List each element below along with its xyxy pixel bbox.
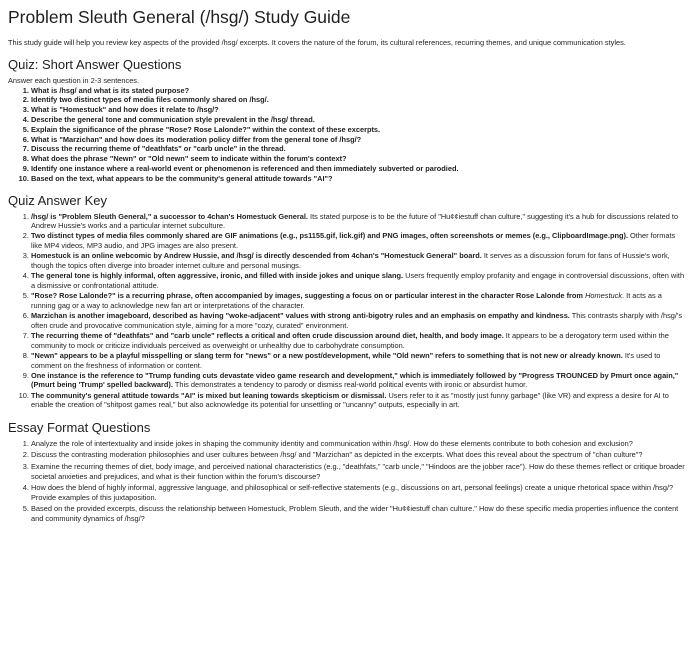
quiz-question-list <box>8 86 686 184</box>
answer-key-list <box>8 212 686 411</box>
answer-bold: "Newn" appears to be a playful misspelling or slang term for "news" or a new post/development, while "Old newn" refers to something that is not new or already known. <box>31 350 623 360</box>
quiz-question: 1. What is /hsg/ and what is its stated purpose? <box>31 86 686 96</box>
essay-question: 3. Examine the recurring themes of diet, body image, and perceived national characteristics (e.g., "deathfats," "carb uncle," "Hindoos are the jobber race"). How do these themes reflect or critique broader societal anxieties and prejudices, and what is their function within the forum's discourse? <box>31 462 686 482</box>
answer-text: Users refer to it as "mostly just funny garbage" (like VR) and express a desire for AI to enable the creation of "shitpost games real," but also acknowledge its potential for unsettling or "uncanny" outputs, especially in art. <box>31 390 669 410</box>
answer-text: Other formats like MP4 videos, MP3 audio, and JPG images are also present. <box>31 231 676 251</box>
answer-key-heading: Quiz Answer Key <box>8 192 107 208</box>
quiz-question: 10. Based on the text, what appears to be the community's general attitude towards "AI"? <box>31 174 686 184</box>
essay-question: 5. Based on the provided excerpts, discuss the relationship between Homestuck, Problem Sleuth, and the wider "Hu¢¢iestuff chan culture." How do these specific media properties influence the content and community dynamics of /hsg/? <box>31 504 686 524</box>
answer-bold: The recurring theme of "deathfats" and "carb uncle" reflects a critical and often crude discussion around diet, health, and body image. <box>31 330 504 340</box>
quiz-instructions: Answer each question in 2-3 sentences. <box>8 75 140 85</box>
answer-item <box>31 391 686 411</box>
answer-bold: The community's general attitude towards "AI" is mixed but leaning towards skepticism or dismissal. <box>31 390 387 400</box>
answer-bold: The general tone is highly informal, often aggressive, ironic, and filled with inside jokes and unique slang. <box>31 271 404 281</box>
quiz-question: 2. Identify two distinct types of media files commonly shared on /hsg/. <box>31 95 686 105</box>
answer-text: Its stated purpose is to be the future of "Hu¢¢iestuff chan culture," suggesting it's a hub for discussions related to Andrew Hussie's works and a particular internet subculture. <box>31 211 679 231</box>
answer-text: It serves as a discussion forum for fans of Hussie's work, though the topics often diverge into broader internet culture and personal musings. <box>31 251 670 271</box>
quiz-question: 7. Discuss the recurring theme of "deathfats" or "carb uncle" in the thread. <box>31 144 686 154</box>
answer-item <box>31 311 686 331</box>
essay-heading: Essay Format Questions <box>8 420 151 436</box>
essay-question-list <box>8 439 686 523</box>
quiz-question: 3. What is "Homestuck" and how does it relate to /hsg/? <box>31 105 686 115</box>
essay-question: 2. Discuss the contrasting moderation philosophies and user cultures between /hsg/ and "Marzichan" as depicted in the excerpts. What does this reveal about the spectrum of "chan culture"? <box>31 450 686 460</box>
essay-question: 4. How does the blend of highly informal, aggressive language, and philosophical or self-reflective statements (e.g., discussions on art, personal feelings) create a unique rhetorical space within /hsg/? Provide examples of this juxtaposition. <box>31 483 686 503</box>
quiz-question: 6. What is "Marzichan" and how does its moderation policy differ from the general tone of /hsg/? <box>31 135 686 145</box>
answer-item <box>31 291 686 311</box>
answer-text: This demonstrates a tendency to parody or dismiss real-world political events with ironic or absurdist humor. <box>172 380 528 390</box>
document-title: Problem Sleuth General (/hsg/) Study Guide <box>8 7 351 27</box>
answer-bold: One instance is the reference to "Trump funding cuts devastate video game research and development," which is immediately followed by "Progress TROUNCED by Pmurt once again," (Pmurt being 'Trump' spelled backward). <box>31 370 679 390</box>
answer-italic: Homestuck <box>585 291 623 301</box>
intro-paragraph: This study guide will help you review key aspects of the provided /hsg/ excerpts. It covers the nature of the forum, its cultural references, recurring themes, and unique communication styles. <box>8 38 626 47</box>
answer-bold: Two distinct types of media files commonly shared are GIF animations (e.g., ps1155.gif, lick.gif) and PNG images, often screenshots or memes (e.g., ClipboardImage.png). <box>31 231 628 241</box>
answer-text: Users frequently employ profanity and engage in controversial discussions, often with a dismissive or confrontational attitude. <box>31 271 685 291</box>
answer-bold: Homestuck is an online webcomic by Andrew Hussie, and /hsg/ is directly descended from 4chan's "Homestuck General" board. <box>31 251 482 261</box>
answer-bold: "Rose? Rose Lalonde?" is a recurring phrase, often accompanied by images, suggesting a focus on or particular interest in the character Rose Lalonde from <box>31 291 583 301</box>
answer-item <box>31 231 686 251</box>
answer-text: . It acts as a running gag or a way to acknowledge new fan art or interpretations of the character. <box>31 291 662 310</box>
answer-item <box>31 212 686 232</box>
answer-bold: Marzichan is another imageboard, described as having "woke-adjacent" values with strong anti-bigotry rules and an emphasis on empathy and kindness. <box>31 311 570 321</box>
answer-item <box>31 351 686 371</box>
answer-text: This contrasts sharply with /hsg/'s often crude and provocative communication style, aiming for a more "cozy, curated" environment. <box>31 311 683 330</box>
answer-item <box>31 271 686 291</box>
answer-item <box>31 331 686 351</box>
quiz-question: 4. Describe the general tone and communication style prevalent in the /hsg/ thread. <box>31 115 686 125</box>
answer-text: It appears to be a derogatory term used within the community to mock or criticize individuals perceived as overweight or unhealthy due to carbohydrate consumption. <box>31 330 669 350</box>
answer-item <box>31 371 686 391</box>
quiz-heading: Quiz: Short Answer Questions <box>8 56 182 72</box>
essay-question: 1. Analyze the role of intertextuality and inside jokes in shaping the community identity and communication within /hsg/. How do these elements contribute to both cohesion and exclusion? <box>31 439 686 449</box>
quiz-question: 8. What does the phrase "Newn" or "Old newn" seem to indicate within the forum's context? <box>31 154 686 164</box>
answer-text: It's used to comment on the freshness of information or content. <box>31 350 661 370</box>
answer-bold: /hsg/ is "Problem Sleuth General," a successor to 4chan's Homestuck General. <box>31 211 308 221</box>
quiz-question: 9. Identify one instance where a real-world event or phenomenon is referenced and then immediately subverted or parodied. <box>31 164 686 174</box>
quiz-question: 5. Explain the significance of the phrase "Rose? Rose Lalonde?" within the context of these excerpts. <box>31 125 686 135</box>
answer-item <box>31 251 686 271</box>
